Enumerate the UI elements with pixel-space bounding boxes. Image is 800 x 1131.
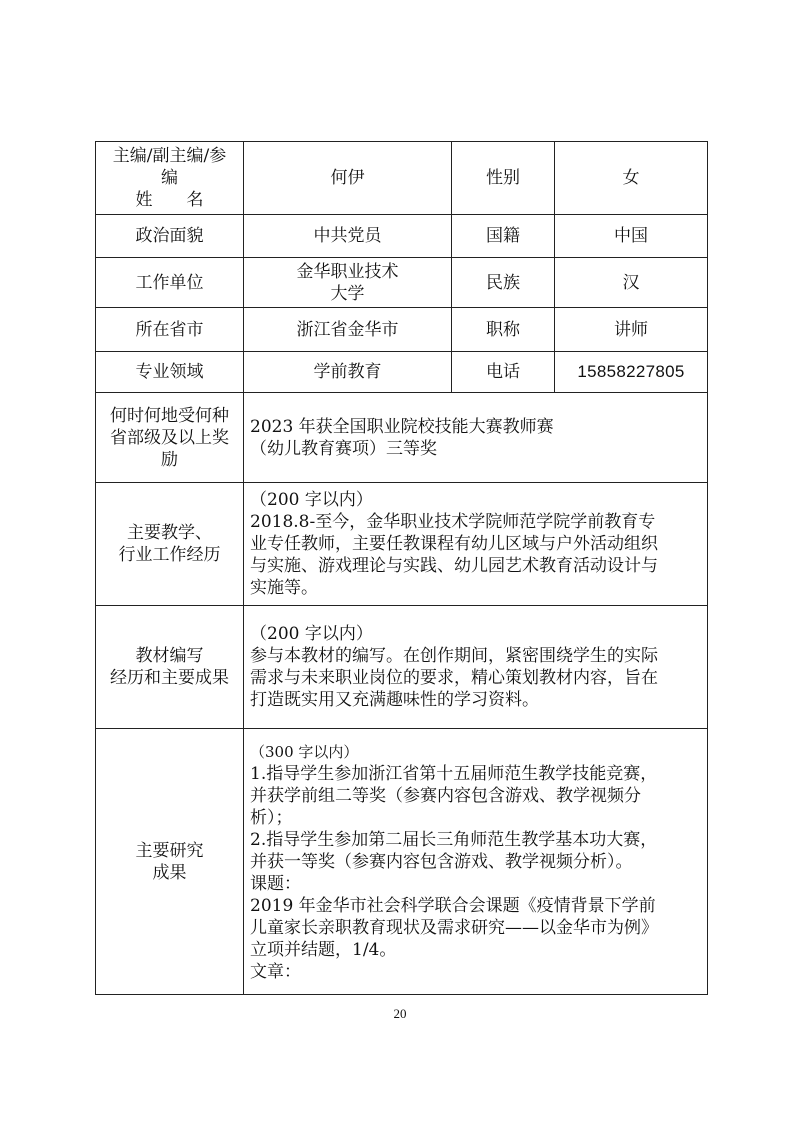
awards-content-line1: 2023 年获全国职业院校技能大赛教师赛 xyxy=(250,416,554,437)
row-name xyxy=(96,142,708,215)
textbook-note: （200 字以内） xyxy=(250,624,373,644)
awards-label-line1: 何时何地受何种 xyxy=(110,405,229,426)
row-workplace xyxy=(96,258,708,308)
row-political xyxy=(96,215,708,258)
research-content-line6: 课题： xyxy=(250,873,301,894)
title-value: 讲师 xyxy=(555,308,708,352)
experience-content-line2: 业专任教师，主要任教课程有幼儿区域与户外活动组织 xyxy=(250,534,658,554)
row-awards xyxy=(96,393,708,483)
row-province xyxy=(96,308,708,352)
research-content-cell xyxy=(244,729,708,995)
name-label-line1: 主编/副主编/参 xyxy=(112,146,227,166)
phone-value: 15858227805 xyxy=(555,352,708,393)
awards-label-line2: 省部级及以上奖 xyxy=(110,427,229,448)
gender-label: 性别 xyxy=(452,142,555,215)
row-specialty xyxy=(96,352,708,393)
textbook-label-cell xyxy=(96,606,244,729)
province-value: 浙江省金华市 xyxy=(244,308,452,352)
research-label-line1: 主要研究 xyxy=(135,840,204,861)
research-note: （300 字以内） xyxy=(250,742,359,761)
experience-label-cell xyxy=(96,483,244,606)
gender-value: 女 xyxy=(555,142,708,215)
row-experience xyxy=(96,483,708,606)
workplace-value-cell xyxy=(244,258,452,308)
experience-content-line1: 2018.8-至今，金华职业技术学院师范学院学前教育专 xyxy=(250,512,656,532)
name-label-cell xyxy=(96,142,244,215)
experience-note: （200 字以内） xyxy=(250,490,373,510)
workplace-label: 工作单位 xyxy=(96,258,244,308)
textbook-content-line2: 需求与未来职业岗位的要求，精心策划教材内容，旨在 xyxy=(250,668,658,688)
research-label-line2: 成果 xyxy=(152,862,187,883)
experience-content-line3: 与实施、游戏理论与实践、幼儿园艺术教育活动设计与 xyxy=(250,556,658,576)
row-textbook xyxy=(96,606,708,729)
province-label: 所在省市 xyxy=(96,308,244,352)
nationality-label: 国籍 xyxy=(452,215,555,258)
research-content-line7: 2019 年金华市社会科学联合会课题《疫情背景下学前 xyxy=(250,895,656,916)
phone-label: 电话 xyxy=(452,352,555,393)
research-content-line1: 1.指导学生参加浙江省第十五届师范生教学技能竞赛， xyxy=(250,763,658,784)
research-content-line5: 并获一等奖（参赛内容包含游戏、教学视频分析）。 xyxy=(250,851,633,872)
textbook-label-line2: 经历和主要成果 xyxy=(110,668,229,688)
name-label-line2: 编 xyxy=(161,168,178,188)
row-research xyxy=(96,729,708,995)
awards-label-line3: 励 xyxy=(161,449,178,470)
research-content-line8: 儿童家长亲职教育现状及需求研究——以金华市为例》 xyxy=(250,917,658,938)
specialty-label: 专业领域 xyxy=(96,352,244,393)
awards-content-line2: （幼儿教育赛项）三等奖 xyxy=(250,438,437,459)
textbook-content-cell xyxy=(244,606,708,729)
name-label-line3: 姓 名 xyxy=(135,190,204,210)
ethnicity-value: 汉 xyxy=(555,258,708,308)
research-content-line2: 并获学前组二等奖（参赛内容包含游戏、教学视频分 xyxy=(250,785,641,806)
experience-label-line1: 主要教学、 xyxy=(127,523,212,543)
research-content-line9: 立项并结题，1/4。 xyxy=(250,939,397,960)
experience-content-line4: 实施等。 xyxy=(250,578,318,598)
textbook-content-line1: 参与本教材的编写。在创作期间，紧密围绕学生的实际 xyxy=(250,646,658,666)
political-label: 政治面貌 xyxy=(96,215,244,258)
editor-info-form xyxy=(95,141,708,995)
research-content-line10: 文章： xyxy=(250,961,301,982)
experience-content-cell xyxy=(244,483,708,606)
workplace-value-line1: 金华职业技术 xyxy=(296,261,399,282)
ethnicity-label: 民族 xyxy=(452,258,555,308)
research-content-line4: 2.指导学生参加第二届长三角师范生教学基本功大赛， xyxy=(250,829,658,850)
nationality-value: 中国 xyxy=(555,215,708,258)
textbook-label-line1: 教材编写 xyxy=(135,646,204,666)
title-label: 职称 xyxy=(452,308,555,352)
experience-label-line2: 行业工作经历 xyxy=(118,545,221,565)
political-value: 中共党员 xyxy=(244,215,452,258)
workplace-value-line2: 大学 xyxy=(330,283,365,304)
awards-content-cell xyxy=(244,393,708,483)
textbook-content-line3: 打造既实用又充满趣味性的学习资料。 xyxy=(250,690,539,710)
name-value: 何伊 xyxy=(244,142,452,215)
specialty-value: 学前教育 xyxy=(244,352,452,393)
awards-label-cell xyxy=(96,393,244,483)
research-label-cell xyxy=(96,729,244,995)
page-number: 20 xyxy=(393,1006,407,1021)
research-content-line3: 析）； xyxy=(250,807,293,828)
